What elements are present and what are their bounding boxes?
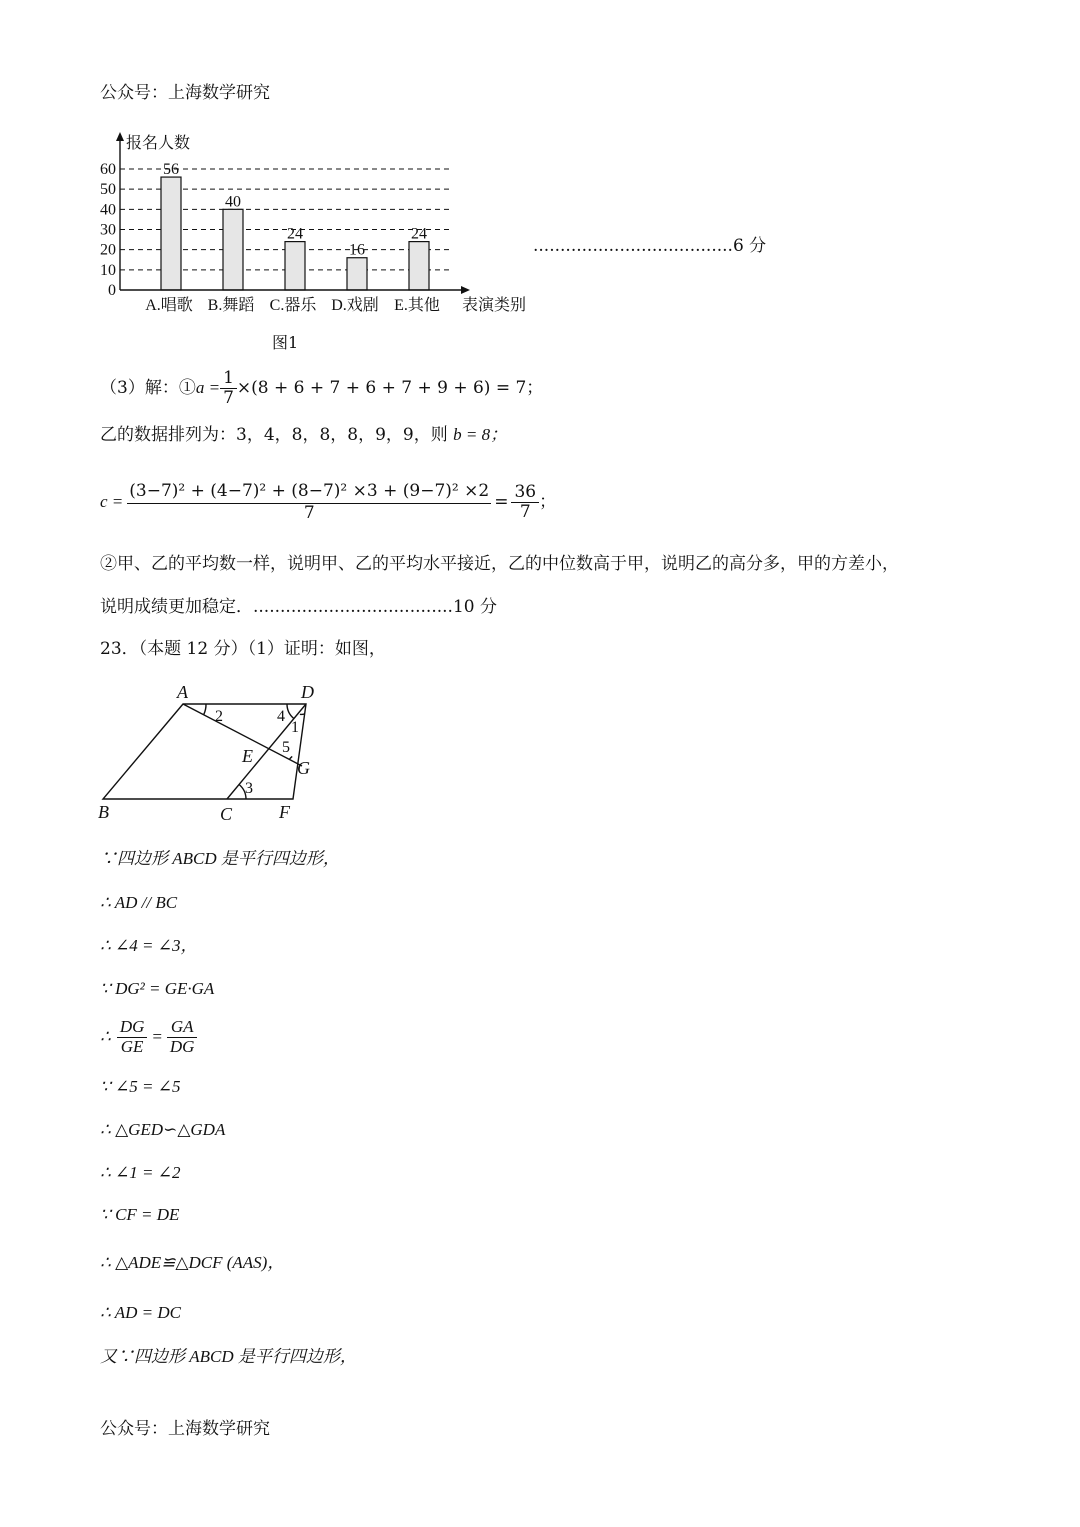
step-6: ∴ △GED∽△GDA bbox=[100, 1120, 226, 1139]
step-11: 又∵四边形 ABCD 是平行四边形， bbox=[100, 1347, 357, 1366]
c-lhs: c = bbox=[100, 492, 124, 511]
data-label: 24 bbox=[411, 225, 427, 243]
label-A: A bbox=[177, 682, 188, 702]
data-label: 16 bbox=[349, 241, 365, 259]
parallelogram-figure bbox=[90, 676, 350, 828]
y-tick-label: 50 bbox=[100, 181, 116, 199]
step-7: ∴ ∠1 = ∠2 bbox=[100, 1163, 181, 1182]
y-tick-label: 30 bbox=[100, 221, 116, 239]
arc-4 bbox=[287, 704, 294, 719]
label-C: C bbox=[220, 804, 233, 824]
step-3: ∴ ∠4 = ∠3， bbox=[100, 936, 198, 955]
label-E: E bbox=[242, 746, 253, 766]
y-tick-label: 20 bbox=[100, 241, 116, 259]
label-angle-2: 2 bbox=[215, 708, 223, 725]
x-axis-arrow bbox=[461, 286, 470, 294]
page-footer: 公众号：上海数学研究 bbox=[100, 1419, 270, 1439]
y-tick-label: 40 bbox=[100, 201, 116, 219]
step-8: ∵ CF = DE bbox=[100, 1205, 180, 1224]
y-tick-label: 0 bbox=[108, 282, 116, 299]
y-tick-labels bbox=[100, 161, 116, 299]
c-fraction: $\frac{\text{(3−7)² + (4−7)² + (8−7)² ×3 + (9−7)² ×2}}{7}$ bbox=[129, 480, 490, 523]
category-label: E.其他 bbox=[394, 297, 440, 314]
x-axis-label: 表演类别 bbox=[462, 297, 527, 314]
bar bbox=[161, 177, 181, 290]
page-header: 公众号：上海数学研究 bbox=[100, 83, 270, 103]
c-result-fraction: $\frac{36}{7}$ bbox=[511, 483, 539, 521]
part3-a-line bbox=[100, 364, 543, 412]
step-4: ∵ DG² = GE·GA bbox=[100, 979, 215, 998]
part3-b-line: 乙的数据排列为：3，4，8，8，8，9，9，则 b = 8； bbox=[100, 425, 508, 445]
a-lhs: a = bbox=[195, 378, 221, 397]
data-label: 56 bbox=[163, 161, 179, 179]
step-1: ∵四边形 ABCD 是平行四边形， bbox=[100, 849, 340, 868]
score-6: .....................................6 分 bbox=[533, 236, 767, 256]
category-label: C.器乐 bbox=[269, 297, 317, 314]
a-rhs: ×(8 + 6 + 7 + 6 + 7 + 9 + 6) = 7； bbox=[236, 378, 544, 398]
a-fraction: $\frac{1}{7}$ bbox=[220, 369, 237, 407]
y-tick-label: 10 bbox=[100, 261, 116, 279]
label-B: B bbox=[98, 802, 109, 822]
chart-caption: 图1 bbox=[272, 333, 299, 352]
step-2: ∴ AD // BC bbox=[100, 893, 178, 912]
conclusion-line-1: ②甲、乙的平均数一样，说明甲、乙的平均水平接近，乙的中位数高于甲，说明乙的高分多，甲的方差小， bbox=[100, 554, 899, 574]
step-5: ∵ ∠5 = ∠5 bbox=[100, 1077, 181, 1096]
bar bbox=[347, 258, 367, 290]
x-category-labels bbox=[145, 295, 440, 314]
y-axis-arrow bbox=[116, 132, 124, 141]
arc-2 bbox=[204, 704, 206, 714]
step-10: ∴ AD = DC bbox=[100, 1303, 182, 1322]
arc-5 bbox=[289, 756, 292, 759]
label-F: F bbox=[279, 802, 290, 822]
bar bbox=[409, 242, 429, 290]
label-angle-5: 5 bbox=[282, 739, 290, 756]
category-label: B.舞蹈 bbox=[207, 297, 255, 314]
data-label: 24 bbox=[287, 225, 303, 243]
part3-c-line: c = $\frac{\text{(3−7)² + (4−7)² + (8−7)² ×3 + (9−7)² ×2}}{7}$ = $\frac{36}{7}$ ； bbox=[100, 480, 557, 523]
q23-title: 23．（本题 12 分）（1）证明：如图， bbox=[100, 639, 386, 659]
bar bbox=[223, 209, 243, 290]
y-axis-label: 报名人数 bbox=[126, 135, 191, 152]
label-angle-1: 1 bbox=[291, 719, 299, 736]
conclusion-line-2: 说明成绩更加稳定．.....................................10 分 bbox=[100, 597, 497, 617]
label-D: D bbox=[301, 682, 314, 702]
part3-prefix: （3）解：① bbox=[100, 378, 196, 398]
data-label: 40 bbox=[225, 193, 241, 211]
arc-1 bbox=[300, 714, 305, 715]
bar-chart bbox=[90, 128, 550, 328]
bar bbox=[285, 242, 305, 290]
y-tick-label: 60 bbox=[100, 161, 116, 178]
label-G: G bbox=[297, 758, 310, 778]
category-label: D.戏剧 bbox=[331, 297, 379, 314]
step-frac: ∴ $\frac{DG}{GE}$ = $\frac{GA}{DG}$ bbox=[100, 1012, 197, 1062]
label-angle-3: 3 bbox=[245, 780, 253, 797]
label-angle-4: 4 bbox=[277, 708, 285, 725]
category-label: A.唱歌 bbox=[145, 297, 193, 314]
b-value: b = 8； bbox=[453, 425, 508, 444]
step-9: ∴ △ADE≌△DCF (AAS)， bbox=[100, 1253, 285, 1272]
